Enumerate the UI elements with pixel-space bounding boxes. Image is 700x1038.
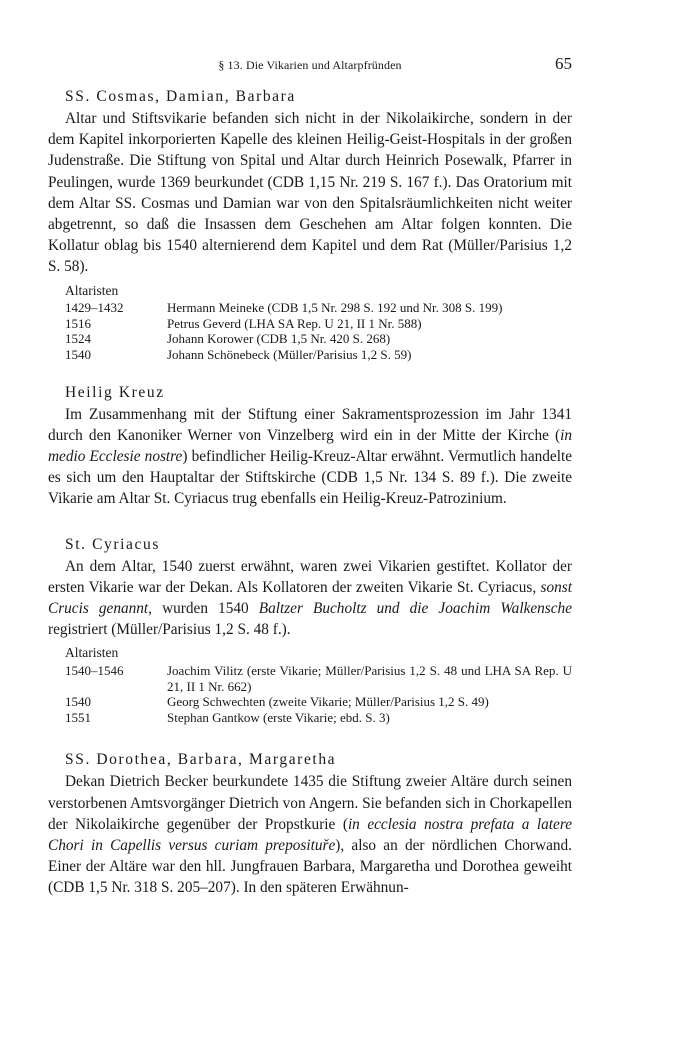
altaristen-heading: Altaristen (65, 282, 119, 298)
page-number: 65 (555, 54, 572, 73)
altarist-row (65, 663, 572, 694)
altarist-entry: Joachim Vilitz (erste Vikarie; Müller/Parisius 1,2 S. 48 und LHA SA Rep. U 21, II 1 Nr. 662) (167, 663, 572, 694)
altarist-years: 1540–1546 (65, 663, 124, 679)
section-title: Heilig Kreuz (65, 383, 165, 401)
altarist-entry: Hermann Meineke (CDB 1,5 Nr. 298 S. 192 und Nr. 308 S. 199) (167, 300, 503, 316)
altarist-entry: Petrus Geverd (LHA SA Rep. U 21, II 1 Nr. 588) (167, 315, 422, 331)
altarist-years: 1516 (65, 315, 91, 331)
altaristen-list (65, 283, 572, 363)
section-cyriacus (48, 534, 572, 726)
altaristen-heading: Altaristen (65, 645, 119, 661)
section-dorothea (48, 749, 572, 898)
section-paragraph: An dem Altar, 1540 zuerst erwähnt, waren zwei Vikarien gestiftet. Kollator der ersten Vikarie war der Dekan. Als Kollatoren der zweiten Vikarie St. Cyriacus, sonst Crucis genannt, wurden 1540 Baltzer Bucholtz und die Joachim Walkensche registriert (Müller/Parisius 1,2 S. 48 f.). (48, 557, 572, 639)
altarist-entry: Georg Schwechten (zweite Vikarie; Müller/Parisius 1,2 S. 49) (167, 694, 489, 710)
altarist-years: 1551 (65, 709, 91, 725)
latin-quote: in medio Ecclesie nostre (48, 426, 572, 465)
latin-quote: in ecclesia nostra prefata a latere Chori in Capellis versus curiam preposituře (48, 815, 573, 854)
section-title: SS. Cosmas, Damian, Barbara (65, 88, 296, 105)
page-body (48, 86, 572, 899)
altarist-row (65, 694, 572, 710)
altarist-years: 1540 (65, 694, 91, 710)
section-paragraph: Dekan Dietrich Becker beurkundete 1435 die Stiftung zweier Altäre durch seinen verstorbenen Amtsvorgänger Dietrich von Angern. Sie befanden sich in Chorkapellen der Nikolaikirche gegenüber der Propstkurie (in ecclesia nostra prefata a latere Chori in Capellis versus curiam preposituře), also an der nördlichen Chorwand. Einer der Altäre war den hll. Jungfrauen Barbara, Margaretha und Dorothea geweiht (CDB 1,5 Nr. 318 S. 205–207). In den späteren Erwähnun- (48, 773, 573, 897)
altarist-entry: Johann Schönebeck (Müller/Parisius 1,2 S. 59) (167, 347, 412, 362)
section-paragraph: Altar und Stiftsvikarie befanden sich nicht in der Nikolaikirche, sondern in der dem Kapitel inkorporierten Kapelle des kleinen Heilig-Geist-Hospitals in der großen Judenstraße. Die Stiftung von Spital und Altar durch Heinrich Posewalk, Pfarrer in Peulingen, wurde 1369 beurkundet (CDB 1,15 Nr. 219 S. 167 f.). Das Oratorium mit dem Altar SS. Cosmas und Damian war von den Spitalsräumlichkeiten nicht weiter abgetrennt, so daß die Insassen dem Geschehen am Altar folgen konnten. Die Kollatur oblag bis 1540 alternierend dem Kapitel und dem Rat (Müller/Parisius 1,2 S. 58). (48, 110, 572, 276)
altarist-row (65, 300, 572, 316)
altaristen-list (65, 645, 572, 725)
altarist-entry: Stephan Gantkow (erste Vikarie; ebd. S. 3) (167, 709, 390, 725)
altarist-years: 1429–1432 (65, 300, 124, 316)
altarist-row (65, 331, 572, 347)
section-paragraph: Im Zusammenhang mit der Stiftung einer Sakramentsprozession im Jahr 1341 durch den Kanoniker Werner von Vinzelberg wird ein in der Mitte der Kirche (in medio Ecclesie nostre) befindlicher Heilig-Kreuz-Altar erwähnt. Vermutlich handelte es sich um den Hauptaltar der Stiftskirche (CDB 1,5 Nr. 134 S. 89 f.). Die zweite Vikarie am Altar St. Cyriacus trug ebenfalls ein Heilig-Kreuz-Patrozinium. (48, 405, 573, 508)
altarist-row (65, 316, 572, 332)
section-heilig-kreuz (48, 382, 572, 510)
quoted-source: Baltzer Bucholtz und die Joachim Walkensche (258, 600, 572, 618)
section-cosmas (48, 86, 572, 363)
altarist-years: 1540 (65, 347, 91, 362)
altarist-row (65, 347, 572, 363)
section-title: SS. Dorothea, Barbara, Margaretha (65, 751, 337, 769)
altarist-years: 1524 (65, 331, 91, 347)
page-header (48, 54, 572, 78)
running-title: § 13. Die Vikarien und Altarpfründen (218, 58, 402, 72)
section-title: St. Cyriacus (65, 535, 160, 553)
altarist-entry: Johann Korower (CDB 1,5 Nr. 420 S. 268) (167, 331, 391, 347)
quoted-source: sonst Crucis genannt, (48, 578, 572, 618)
altarist-row (65, 710, 572, 726)
